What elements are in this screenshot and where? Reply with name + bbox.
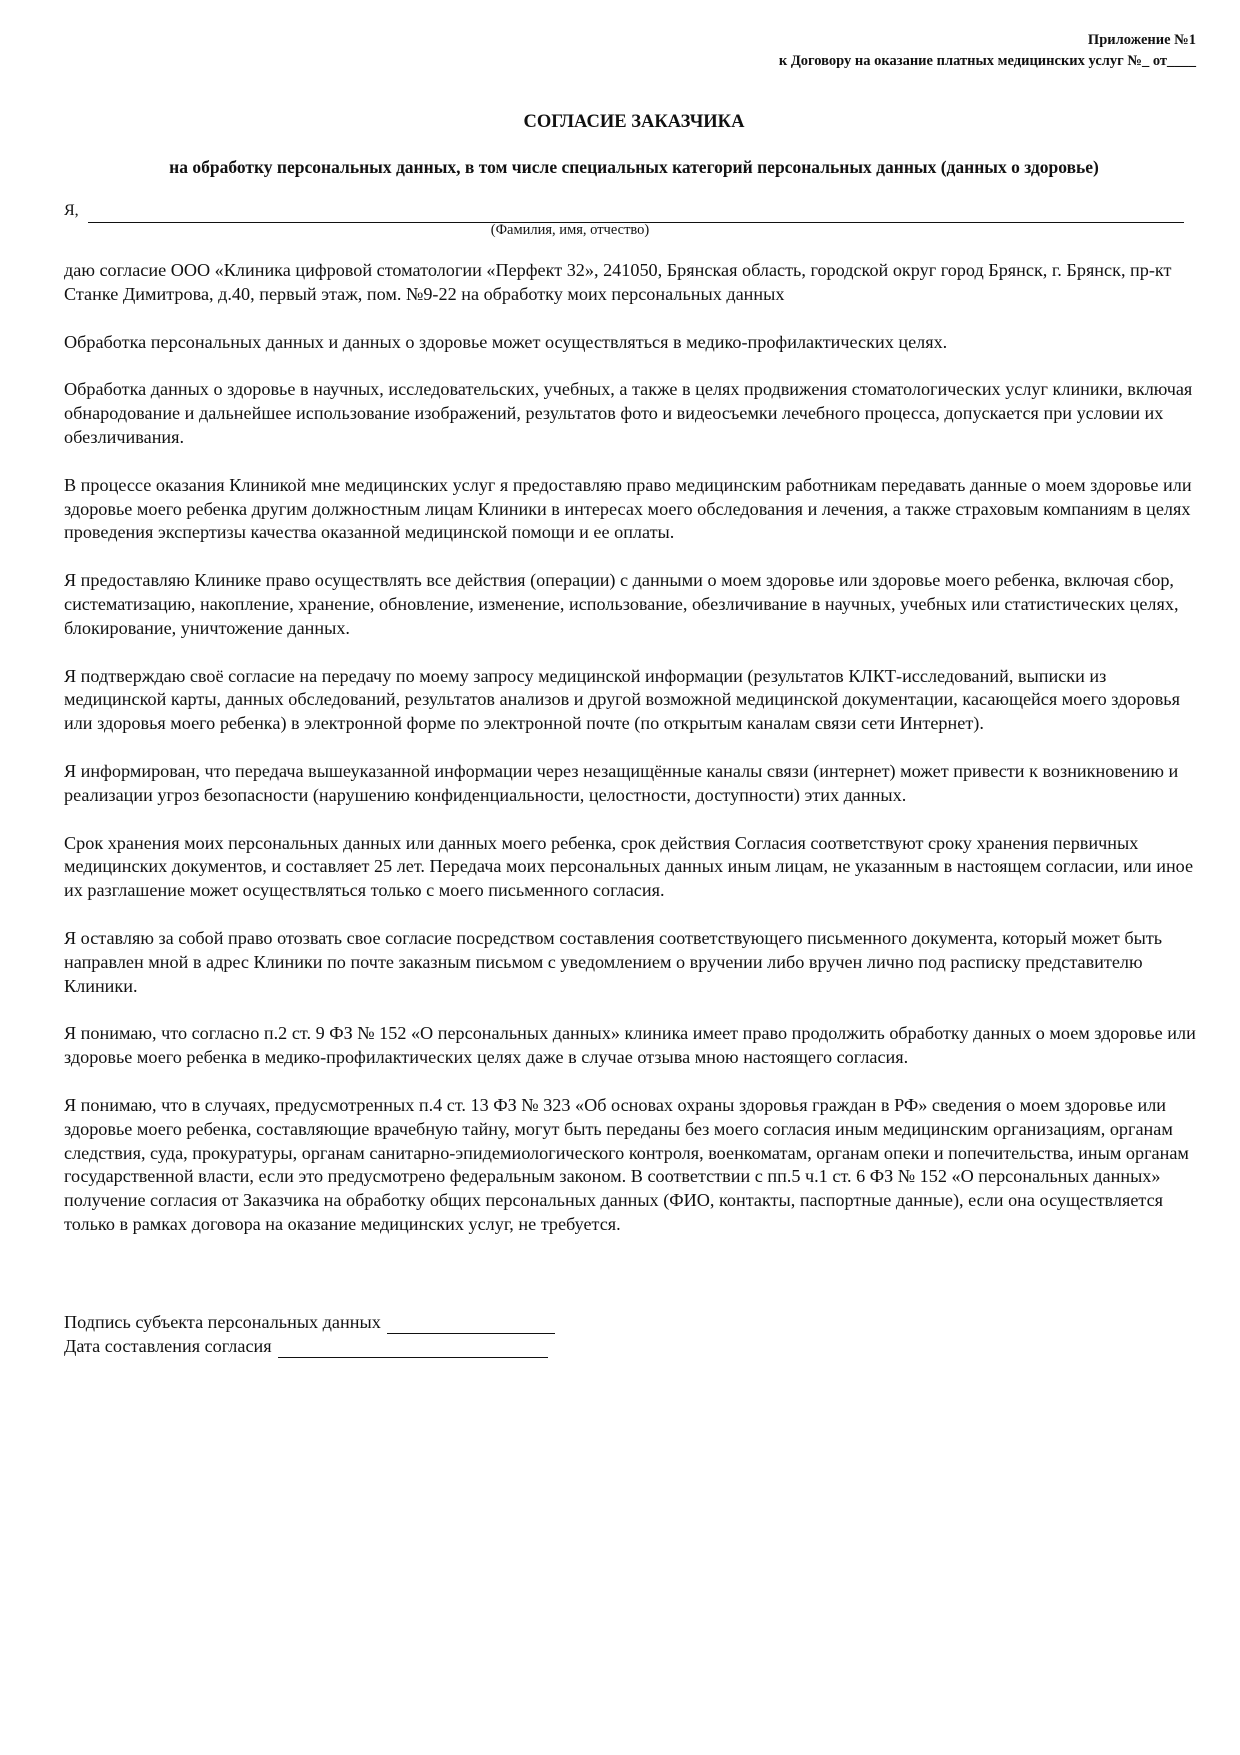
consent-paragraph: В процессе оказания Клиникой мне медицинских услуг я предоставляю право медицинским работникам передавать данные о моем здоровье или здоровье моего ребенка другим должностным лицам Клиники в интересах моего обследования и лечения, а также страховым компаниям в целях проведения экспертизы качества оказанной медицинской помощи и ее оплаты. xyxy=(64,474,1192,543)
consent-paragraph: Срок хранения моих персональных данных или данных моего ребенка, срок действия Согласия соответствуют сроку хранения первичных медицинских документов, и составляет 25 лет. Передача моих персональных данных иным лицам, не указанным в настоящем согласии, или иное их разглашение может осуществляться только с моего письменного согласия. xyxy=(64,832,1194,901)
date-blank-line[interactable] xyxy=(278,1339,548,1358)
signature-row xyxy=(64,1310,555,1334)
appendix-header xyxy=(779,30,1196,72)
date-row xyxy=(64,1334,555,1358)
full-name-caption: (Фамилия, имя, отчество) xyxy=(490,222,650,238)
consent-paragraph: даю согласие ООО «Клиника цифровой стоматологии «Перфект 32», 241050, Брянская область, городской округ город Брянск, г. Брянск, пр-кт Станке Димитрова, д.40, первый этаж, пом. №9-22 на обработку моих персональных данных xyxy=(64,260,1172,304)
appendix-contract-reference: к Договору на оказание платных медицинских услуг №_ от____ xyxy=(778,53,1196,69)
appendix-title: Приложение №1 xyxy=(1087,32,1196,48)
signature-label: Подпись субъекта персональных данных xyxy=(64,1312,381,1332)
signature-blank-line[interactable] xyxy=(387,1315,555,1334)
name-prefix: Я, xyxy=(64,202,79,219)
document-subtitle: на обработку персональных данных, в том числе специальных категорий персональных данных (данных о здоровье) xyxy=(169,157,1099,177)
consent-paragraph: Я информирован, что передача вышеуказанной информации через незащищённые каналы связи (интернет) может привести к возникновению и реализации угроз безопасности (нарушению конфиденциальности, целостности, доступности) этих данных. xyxy=(64,760,1179,805)
consent-paragraph: Я подтверждаю своё согласие на передачу по моему запросу медицинской информации (результатов КЛКТ-исследований, выписки из медицинской карты, данных обследований, результатов анализов и другой возможной медицинской документации, касающейся моего здоровья или здоровья моего ребенка) в электронной форме по электронной почте (по открытым каналам связи сети Интернет). xyxy=(64,665,1180,734)
consent-paragraph: Обработка персональных данных и данных о здоровье может осуществляться в медико-профилактических целях. xyxy=(64,331,948,352)
date-label: Дата составления согласия xyxy=(64,1336,272,1356)
consent-paragraph: Я понимаю, что согласно п.2 ст. 9 ФЗ № 152 «О персональных данных» клиника имеет право продолжить обработку данных о моем здоровье или здоровье моего ребенка в медико-профилактических целях даже в случае отзыва мною настоящего согласия. xyxy=(64,1023,1196,1068)
consent-paragraph: Я предоставляю Клинике право осуществлять все действия (операции) с данными о моем здоровье или здоровье моего ребенка, включая сбор, систематизацию, накопление, хранение, обновление, изменение, использование, обезличивание в научных, учебных или статистических целях, блокирование, уничтожение данных. xyxy=(64,570,1179,638)
consent-paragraph: Я понимаю, что в случаях, предусмотренных п.4 ст. 13 ФЗ № 323 «Об основах охраны здоровья граждан в РФ» сведения о моем здоровье или здоровье моего ребенка, составляющие врачебную тайну, могут быть переданы без моего согласия иным медицинским организациям, органам следствия, суда, прокуратуры, органам санитарно-эпидемиологического контроля, военкоматам, органам опеки и попечительства, иным органам государственной власти, если это предусмотрено федеральным законом. В соответствии с пп.5 ч.1 ст. 6 ФЗ № 152 «О персональных данных» получение согласия от Заказчика на обработку общих персональных данных (ФИО, контакты, паспортные данные), если она осуществляется только в рамках договора на оказание медицинских услуг, не требуется. xyxy=(64,1094,1189,1234)
document-title: СОГЛАСИЕ ЗАКАЗЧИКА xyxy=(523,112,745,132)
signature-block xyxy=(64,1310,555,1358)
consent-paragraph: Я оставляю за собой право отозвать свое согласие посредством составления соответствующего письменного документа, который может быть направлен мной в адрес Клиники по почте заказным письмом с уведомлением о вручении либо вручен лично под расписку представителю Клиники. xyxy=(64,927,1163,996)
consent-paragraph: Обработка данных о здоровье в научных, исследовательских, учебных, а также в целях продвижения стоматологических услуг клиники, включая обнародование и дальнейшее использование изображений, результатов фото и видеосъемки лечебного процесса, допускается при условии их обезличивания. xyxy=(64,379,1193,447)
consent-body xyxy=(64,259,1210,1261)
